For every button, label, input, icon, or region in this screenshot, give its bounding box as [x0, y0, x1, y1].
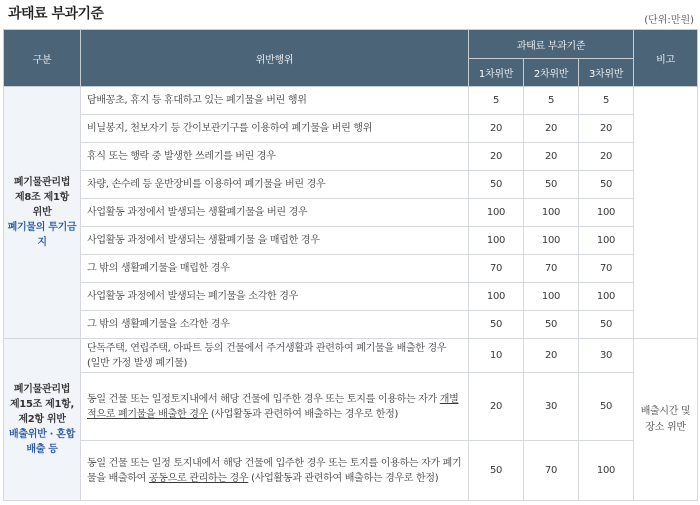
group1-body	[4, 87, 698, 339]
fine-third: 5	[579, 87, 634, 115]
fine-third: 20	[579, 115, 634, 143]
table-row	[4, 441, 698, 501]
fine-first: 20	[469, 143, 524, 171]
violation-text: 휴식 또는 행락 중 발생한 쓰레기를 버린 경우	[81, 143, 469, 171]
fine-second: 20	[524, 143, 579, 171]
fine-third: 50	[579, 311, 634, 339]
table-row	[4, 199, 698, 227]
remark-cell: 배출시간 및 장소 위반	[634, 339, 698, 501]
violation-text: 사업활동 과정에서 발생되는 생활폐기물을 버린 경우	[81, 199, 469, 227]
remark-cell-empty	[634, 87, 698, 339]
fine-second: 70	[524, 255, 579, 283]
category-text: 폐기물관리법	[13, 384, 71, 395]
fine-second: 5	[524, 87, 579, 115]
fine-third: 100	[579, 199, 634, 227]
fine-second: 100	[524, 283, 579, 311]
header-first: 1차위반	[469, 59, 524, 87]
violation-text	[81, 339, 469, 373]
fine-first: 100	[469, 199, 524, 227]
fine-second: 100	[524, 199, 579, 227]
fine-first: 100	[469, 283, 524, 311]
fine-standard-table	[3, 29, 698, 501]
violation-text-underlined: 개별적으로 폐기물을 배출한 경우	[87, 393, 459, 420]
table-row	[4, 143, 698, 171]
table-row	[4, 283, 698, 311]
violation-text: 그 밖의 생활폐기물을 매립한 경우	[81, 255, 469, 283]
fine-second: 20	[524, 339, 579, 373]
page-title: 과태료 부과기준	[8, 6, 104, 22]
fine-first: 50	[469, 441, 524, 501]
header-third: 3차위반	[579, 59, 634, 87]
violation-text-part: 단독주택, 연립주택, 아파트 등의 건물에서 주거생활과 관련하여 폐기물을 배출한 경우 (일반 가정 발생 폐기물)	[87, 342, 447, 369]
violation-text: 차량, 손수레 등 운반장비를 이용하여 폐기물을 버린 경우	[81, 171, 469, 199]
category-text: 제2항 위반	[18, 414, 66, 425]
fine-first: 10	[469, 339, 524, 373]
category-text: 제8조 제1항	[15, 192, 69, 203]
fine-first: 50	[469, 311, 524, 339]
violation-text: 사업활동 과정에서 발생되는 생활폐기물 을 매립한 경우	[81, 227, 469, 255]
violation-text: 비닐봉지, 천보자기 등 간이보관기구를 이용하여 폐기물을 버린 행위	[81, 115, 469, 143]
fine-first: 70	[469, 255, 524, 283]
header-remark: 비고	[634, 30, 698, 87]
category-highlight: 폐기물의 투기금지	[7, 222, 77, 248]
violation-text	[81, 373, 469, 441]
table-row	[4, 87, 698, 115]
fine-second: 100	[524, 227, 579, 255]
violation-text-underlined: 공동으로 관리하는 경우	[148, 472, 249, 484]
fine-first: 100	[469, 227, 524, 255]
fine-third: 20	[579, 143, 634, 171]
category-cell	[4, 87, 81, 339]
fine-second: 30	[524, 373, 579, 441]
table-row	[4, 255, 698, 283]
table-row	[4, 311, 698, 339]
header-fine-standard: 과태료 부과기준	[469, 30, 634, 59]
violation-text	[81, 441, 469, 501]
fine-second: 50	[524, 311, 579, 339]
fine-second: 20	[524, 115, 579, 143]
fine-third: 100	[579, 227, 634, 255]
violation-text: 그 밖의 생활폐기물을 소각한 경우	[81, 311, 469, 339]
fine-first: 5	[469, 87, 524, 115]
fine-first: 50	[469, 171, 524, 199]
category-highlight: 배출위반 · 혼합배출 등	[8, 429, 76, 455]
table-row	[4, 339, 698, 373]
header-second: 2차위반	[524, 59, 579, 87]
unit-label: (단위:만원)	[644, 15, 694, 26]
category-text: 폐기물관리법	[13, 177, 71, 188]
fine-third: 100	[579, 441, 634, 501]
header-violation: 위반행위	[81, 30, 469, 87]
fine-second: 50	[524, 171, 579, 199]
table-row	[4, 115, 698, 143]
group2-body	[4, 339, 698, 501]
header-category: 구분	[4, 30, 81, 87]
violation-text-part: 동일 건물 또는 일정 토지내에서 해당 건물에 입주한 경우 또는 토지를 이용하는 자가 폐기물을 배출하여	[87, 457, 462, 484]
fine-third: 50	[579, 373, 634, 441]
violation-text-part: (사업활동과 관련하여 배출하는 경우로 한정)	[207, 408, 399, 420]
violation-text-part: (사업활동과 관련하여 배출하는 경우로 한정)	[248, 472, 439, 484]
fine-first: 20	[469, 373, 524, 441]
fine-third: 100	[579, 283, 634, 311]
fine-first: 20	[469, 115, 524, 143]
fine-third: 50	[579, 171, 634, 199]
table-row	[4, 373, 698, 441]
violation-text: 담배꽁초, 휴지 등 휴대하고 있는 폐기물을 버린 행위	[81, 87, 469, 115]
violation-text-part: 동일 건물 또는 일정토지내에서 해당 건물에 입주한 경우 또는 토지를 이용하는 자가	[87, 393, 440, 405]
fine-second: 70	[524, 441, 579, 501]
table-row	[4, 227, 698, 255]
fine-third: 30	[579, 339, 634, 373]
table-row	[4, 171, 698, 199]
category-text: 위반	[32, 207, 52, 218]
category-cell	[4, 339, 81, 501]
category-text: 제15조 제1항,	[9, 399, 75, 410]
violation-text: 사업활동 과정에서 발생되는 폐기물을 소각한 경우	[81, 283, 469, 311]
fine-third: 70	[579, 255, 634, 283]
